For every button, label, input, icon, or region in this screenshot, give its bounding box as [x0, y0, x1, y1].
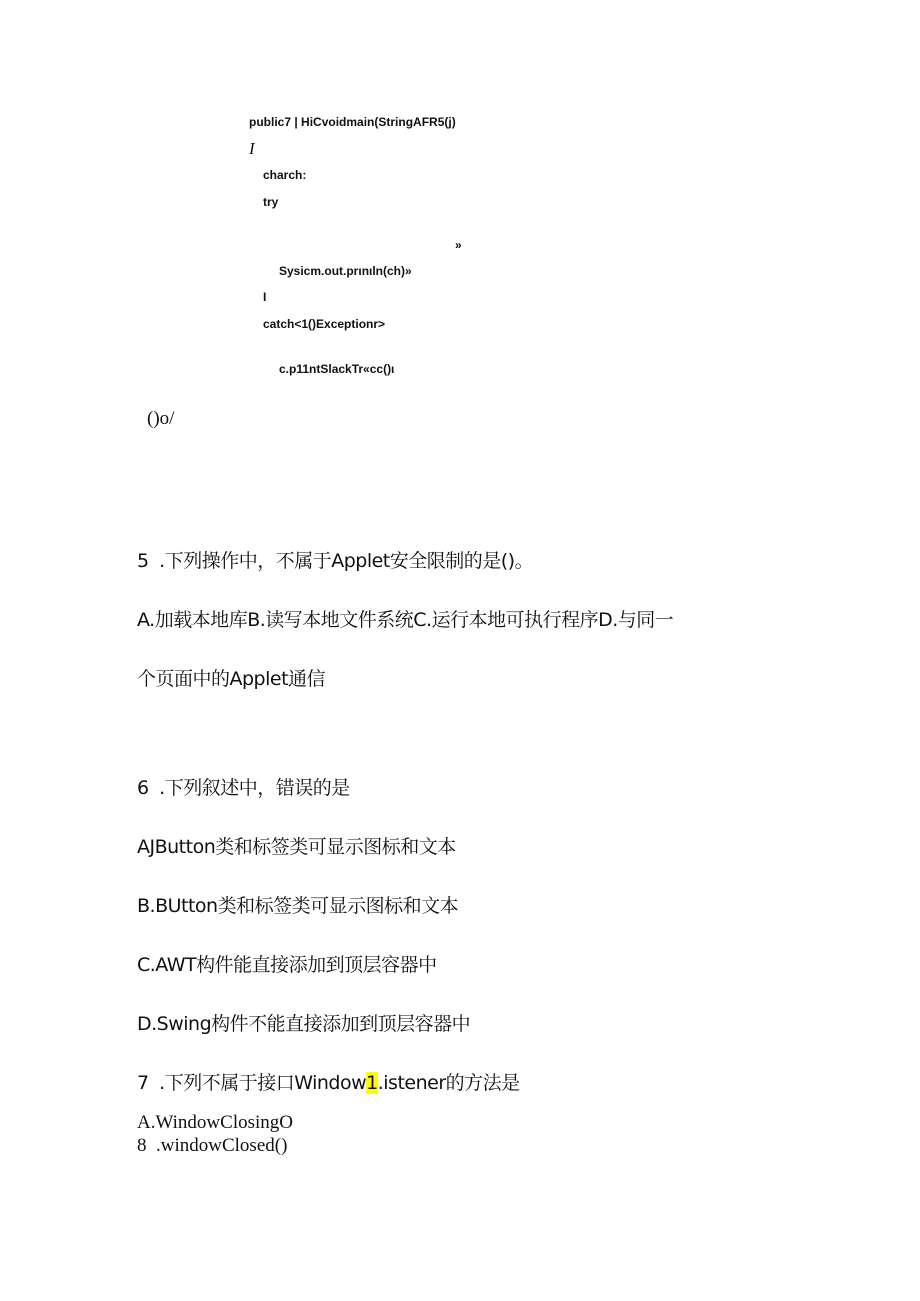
- question-6-option-a: AJButton类和标签类可显示图标和文本: [137, 836, 456, 858]
- code-line-stray-mark: »: [455, 238, 462, 252]
- question-5-options-line2: 个页面中的Applet通信: [137, 668, 326, 690]
- question-6-option-c: C.AWT构件能直接添加到顶层容器中: [137, 954, 437, 976]
- code-line-close-brace: I: [263, 290, 267, 304]
- question-6-title: 6 .下列叙述中，错误的是: [137, 777, 350, 799]
- question-7-option-a: A.WindowClosingO: [137, 1112, 293, 1133]
- code-line-stacktrace: c.p11ntSlackTr«cc()ι: [279, 362, 395, 376]
- code-line-catch: catch<1()Exceptionr>: [263, 317, 386, 331]
- code-line-main-signature: public7 | HiCvoidmain(StringAFR5(j): [249, 115, 456, 129]
- code-line-char-decl: charch:: [263, 168, 307, 182]
- question-6-option-d: D.Swing构件不能直接添加到顶层容器中: [137, 1013, 471, 1035]
- code-line-trailing: ()o/: [147, 408, 175, 429]
- code-line-println: Sysicm.out.prιnιln(ch)»: [279, 264, 412, 278]
- question-6-option-b: B.BUtton类和标签类可显示图标和文本: [137, 895, 459, 917]
- question-7-title-pre: 7 .下列不属于接口Window: [137, 1072, 367, 1094]
- code-line-open-brace: I: [249, 139, 255, 158]
- question-7-title-post: .istener的方法是: [377, 1072, 520, 1094]
- question-5-options-line1: A.加载本地库B.读写本地文件系统C.运行本地可执行程序D.与同一: [137, 609, 674, 631]
- code-line-try: try: [263, 195, 279, 209]
- question-5-title: 5 .下列操作中，不属于Applet安全限制的是()。: [137, 550, 534, 572]
- highlighted-text: 1: [366, 1072, 378, 1094]
- question-7-option-b: 8 .windowClosed(): [137, 1135, 288, 1156]
- question-7-title: [137, 1071, 520, 1095]
